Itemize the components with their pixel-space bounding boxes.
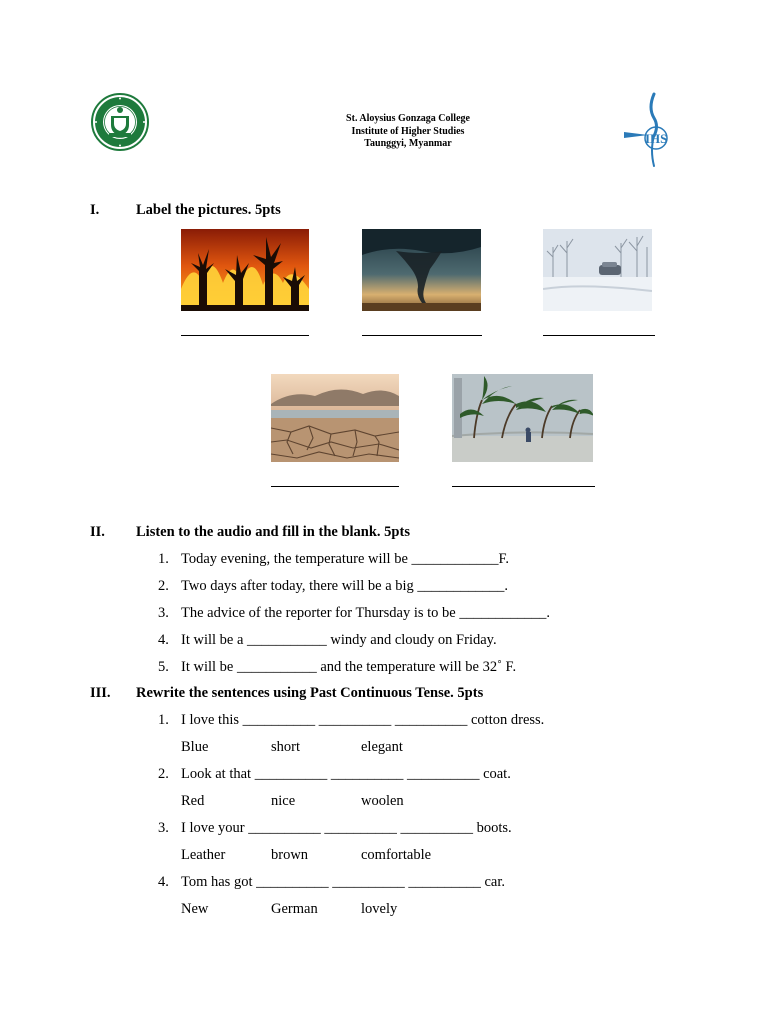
institute-name: Institute of Higher Studies bbox=[351, 125, 465, 137]
wildfire-picture bbox=[181, 229, 309, 311]
section-3-number: III. bbox=[90, 685, 111, 701]
listen-item-number: 5. bbox=[158, 659, 169, 675]
rewrite-item-text: I love this __________ __________ __________ cotton dress. bbox=[181, 712, 545, 728]
rewrite-item-number: 2. bbox=[158, 766, 169, 782]
adjective-word: nice bbox=[271, 793, 296, 809]
adjective-word: comfortable bbox=[361, 847, 432, 863]
adjective-word: elegant bbox=[361, 739, 403, 755]
college-name: St. Aloysius Gonzaga College bbox=[346, 113, 470, 124]
adjective-word: New bbox=[181, 901, 209, 917]
rewrite-item-number: 1. bbox=[158, 712, 169, 728]
section-2-title: Listen to the audio and fill in the blank. 5pts bbox=[136, 524, 410, 540]
listen-item-number: 2. bbox=[158, 578, 169, 594]
rewrite-item-text: I love your __________ __________ __________ boots. bbox=[181, 820, 512, 836]
tornado-picture bbox=[362, 229, 481, 311]
adjective-word: short bbox=[271, 739, 300, 755]
listen-item-number: 3. bbox=[158, 605, 169, 621]
ihs-logo bbox=[620, 92, 670, 168]
listen-item-text: It will be a ___________ windy and cloudy on Friday. bbox=[181, 632, 497, 648]
ihs-logo-text: IHS bbox=[645, 131, 668, 146]
drought-picture bbox=[271, 374, 399, 462]
listen-item-text: The advice of the reporter for Thursday is to be ____________. bbox=[181, 605, 550, 621]
adjective-word: German bbox=[271, 901, 318, 917]
rewrite-item-text: Tom has got __________ __________ __________ car. bbox=[181, 874, 506, 890]
section-1-number: I. bbox=[90, 202, 100, 218]
adjective-word: woolen bbox=[361, 793, 404, 809]
rewrite-item-text: Look at that __________ __________ __________ coat. bbox=[181, 766, 511, 782]
answer-line-3[interactable] bbox=[543, 335, 655, 336]
listen-item-text: Today evening, the temperature will be ____________F. bbox=[181, 551, 510, 567]
answer-line-4[interactable] bbox=[271, 486, 399, 487]
adjective-word: Leather bbox=[181, 847, 226, 863]
adjective-word: Red bbox=[181, 793, 205, 809]
rewrite-item-number: 4. bbox=[158, 874, 169, 890]
listen-item-number: 1. bbox=[158, 551, 169, 567]
college-heading bbox=[260, 113, 556, 151]
answer-line-2[interactable] bbox=[362, 335, 482, 336]
adjective-word: lovely bbox=[361, 901, 398, 917]
college-location: Taunggyi, Myanmar bbox=[364, 138, 452, 149]
answer-line-5[interactable] bbox=[452, 486, 595, 487]
section-3-title: Rewrite the sentences using Past Continuous Tense. 5pts bbox=[136, 685, 484, 701]
blizzard-picture bbox=[543, 229, 652, 311]
rewrite-item-number: 3. bbox=[158, 820, 169, 836]
listen-item-number: 4. bbox=[158, 632, 169, 648]
adjective-word: Blue bbox=[181, 739, 209, 755]
college-seal-logo bbox=[90, 93, 150, 151]
adjective-word: brown bbox=[271, 847, 309, 863]
section-2-number: II. bbox=[90, 524, 105, 540]
section-1-title: Label the pictures. 5pts bbox=[136, 202, 281, 218]
hurricane-picture bbox=[452, 374, 593, 462]
listen-item-text: Two days after today, there will be a big ____________. bbox=[181, 578, 509, 594]
answer-line-1[interactable] bbox=[181, 335, 309, 336]
listen-item-text: It will be ___________ and the temperature will be 32˚ F. bbox=[181, 659, 517, 675]
